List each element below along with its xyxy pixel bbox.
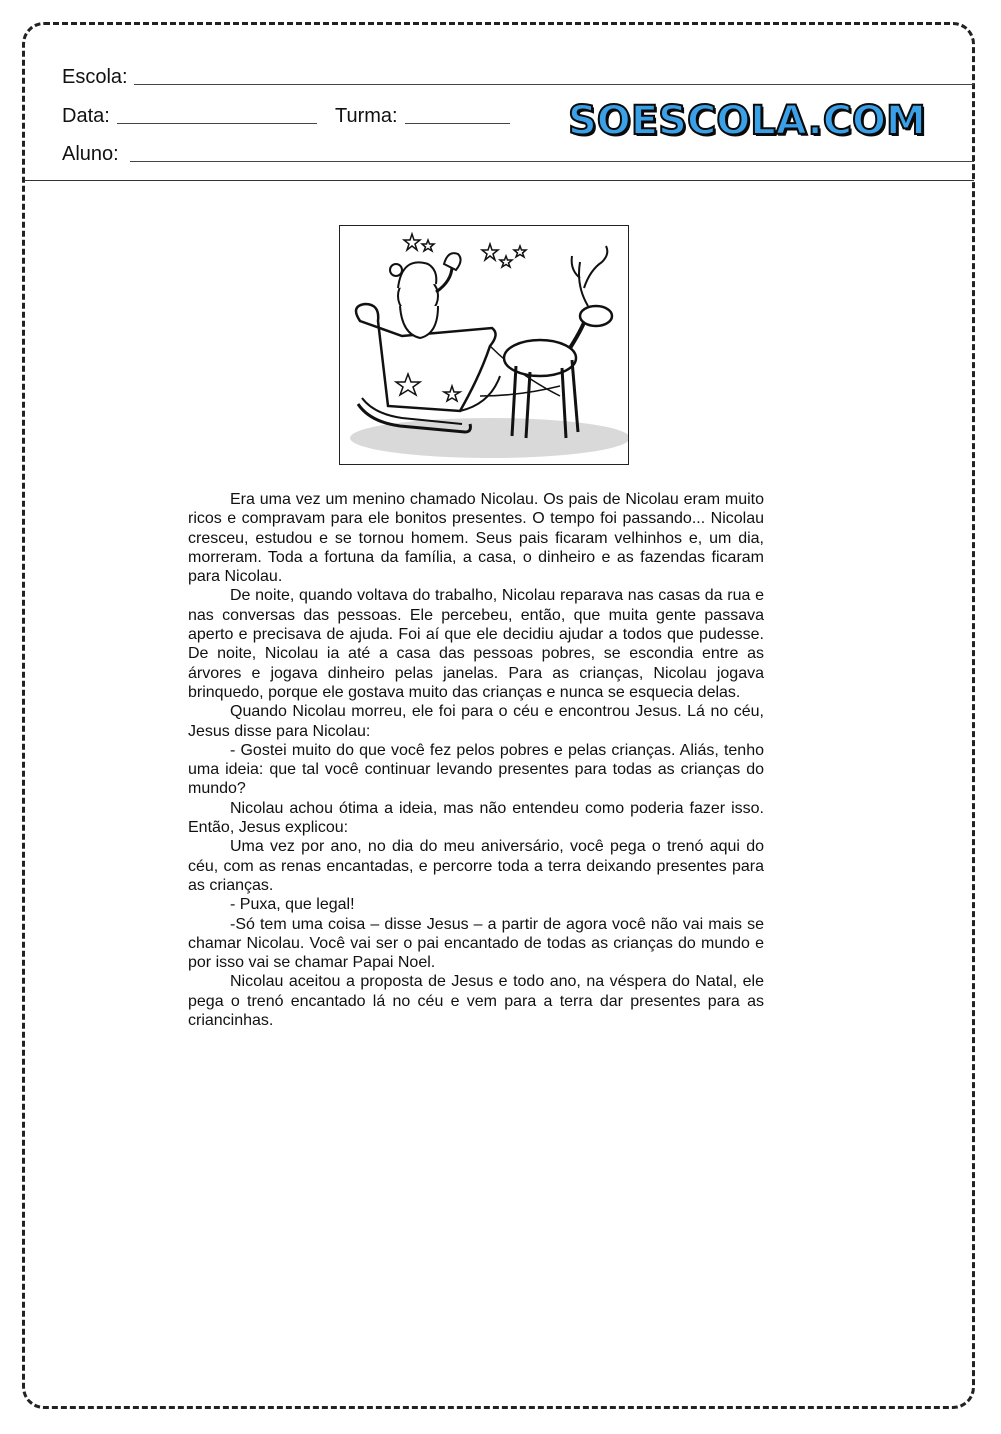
aluno-field[interactable] [130, 161, 974, 162]
santa-sleigh-illustration [339, 225, 629, 465]
story-paragraph: Uma vez por ano, no dia do meu aniversário, você pega o trenó aqui do céu, com as renas encantadas, e percorre toda a terra deixando presentes para as crianças. [188, 838, 764, 894]
story-paragraph: Nicolau achou ótima a ideia, mas não entendeu como poderia fazer isso. Então, Jesus explicou: [188, 799, 764, 837]
story-paragraph: De noite, quando voltava do trabalho, Nicolau reparava nas casas da rua e nas conversas das pessoas. Ele percebeu, então, que muita gente passava aperto e precisava de ajuda. Foi aí que ele decidiu ajudar a todos que pudesse. De noite, Nicolau ia até a casa das pessoas pobres, se escondia entre as árvores e jogava dinheiro pelas janelas. Para as crianças, Nicolau jogava brinquedo, porque ele gostava muito das crianças e nunca se esquecia delas. [188, 587, 764, 701]
escola-field[interactable] [134, 84, 974, 85]
story-paragraph: Era uma vez um menino chamado Nicolau. Os pais de Nicolau eram muito ricos e compravam para ele bonitos presentes. O tempo foi passando... Nicolau cresceu, estudou e se tornou homem. Seus pais ficaram velhinhos e, um dia, morreram. Toda a fortuna da família, a casa, o dinheiro e as fazendas ficaram para Nicolau. [188, 491, 764, 586]
data-label: Data: [62, 105, 110, 127]
story-text [188, 490, 764, 1030]
story-paragraph: -Só tem uma coisa – disse Jesus – a partir de agora você não vai mais se chamar Nicolau. Você vai ser o pai encantado de todas as crianças do mundo e por isso vai se chamar Papai Noel. [188, 915, 764, 972]
aluno-label: Aluno: [62, 143, 119, 165]
turma-field[interactable] [405, 123, 510, 124]
story-paragraph: - Puxa, que legal! [230, 896, 355, 914]
santa-sleigh-drawing [340, 226, 628, 464]
data-field[interactable] [117, 123, 317, 124]
escola-label: Escola: [62, 66, 128, 88]
turma-label: Turma: [335, 105, 398, 127]
story-paragraph: Nicolau aceitou a proposta de Jesus e todo ano, na véspera do Natal, ele pega o trenó encantado lá no céu e vem para a terra dar presentes para as criancinhas. [188, 973, 764, 1030]
story-paragraph: - Gostei muito do que você fez pelos pobres e pelas crianças. Aliás, tenho uma ideia: que tal você continuar levando presentes para todas as crianças do mundo? [188, 741, 764, 798]
header-divider [24, 180, 974, 181]
site-logo: SOESCOLA.COM [568, 98, 926, 144]
story-paragraph: Quando Nicolau morreu, ele foi para o céu e encontrou Jesus. Lá no céu, Jesus disse para Nicolau: [188, 703, 764, 740]
